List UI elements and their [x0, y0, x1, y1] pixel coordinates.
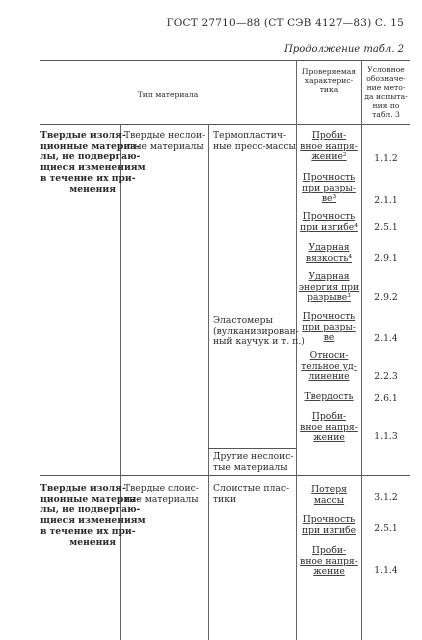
property-cell: Потеря массы [311, 484, 347, 506]
table-top-border [40, 60, 410, 61]
property-cell: Проби- вное напря- жение [300, 545, 358, 578]
property-cell: Относи- тельное уд- линение [301, 350, 357, 383]
column-header-material-type: Тип материала [137, 90, 199, 99]
column-header-property: Проверяемая характерис- тика [301, 67, 357, 94]
property-cell: Проби- вное напря- жение² [300, 130, 358, 163]
method-code: 2.9.1 [374, 253, 398, 264]
group-divider [40, 475, 410, 476]
material-class-label: Твердые слоис- тые материалы [124, 483, 199, 505]
property-cell: Прочность при разры- ве [302, 311, 356, 344]
property-cell: Проби- вное напря- жение [300, 411, 358, 444]
material-subgroup-label: Слоистые плас- тики [213, 483, 290, 505]
method-code: 2.5.1 [374, 523, 398, 534]
property-cell: Прочность при разры- ве³ [302, 172, 356, 205]
method-code: 1.1.3 [374, 431, 398, 442]
material-class-label: Твердые неслои- стые материалы [124, 130, 206, 152]
subgroup-divider [208, 448, 296, 449]
method-code: 2.1.1 [374, 195, 398, 206]
table-col-divider-4 [361, 60, 362, 640]
method-code: 3.1.2 [374, 492, 398, 503]
method-code: 2.6.1 [374, 393, 398, 404]
property-cell: Прочность при изгибе⁴ [300, 211, 358, 233]
method-code: 2.9.2 [374, 292, 398, 303]
column-header-designation: Условное обозначе- ние мето- да испыта- ния по табл. 3 [364, 65, 408, 119]
material-subgroup-label: Термопластич- ные пресс-массы [213, 130, 296, 152]
property-cell: Ударная вязкость⁴ [305, 242, 353, 264]
method-code: 2.1.4 [374, 333, 398, 344]
property-cell: Твердость [304, 391, 354, 402]
table-col-divider-1 [120, 124, 121, 640]
table-header-divider [40, 124, 410, 125]
material-subgroup-label: Другие неслоис- тые материалы [213, 451, 294, 473]
method-code: 2.2.3 [374, 371, 398, 382]
property-cell: Прочность при изгибе [301, 514, 357, 536]
table-col-divider-2 [208, 124, 209, 640]
property-cell: Ударная энергия при разрыве³ [298, 271, 360, 304]
table-continuation-label: Продолжение табл. 2 [284, 44, 404, 55]
material-group-label: Твердые изоля- ционные материа- лы, не подвергаю- щиеся изменениям в течение их при- менения [40, 483, 146, 548]
standard-header: ГОСТ 27710—88 (СТ СЭВ 4127—83) С. 15 [166, 17, 404, 29]
method-code: 1.1.2 [374, 153, 398, 164]
material-group-label: Твердые изоля- ционные материа- лы, не подвергаю- щиеся изменениям в течение их при- менения [40, 130, 146, 195]
material-subgroup-label: Эластомеры (вулканизирован- ный каучук и т. п.) [213, 315, 305, 348]
method-code: 1.1.4 [374, 565, 398, 576]
method-code: 2.5.1 [374, 222, 398, 233]
